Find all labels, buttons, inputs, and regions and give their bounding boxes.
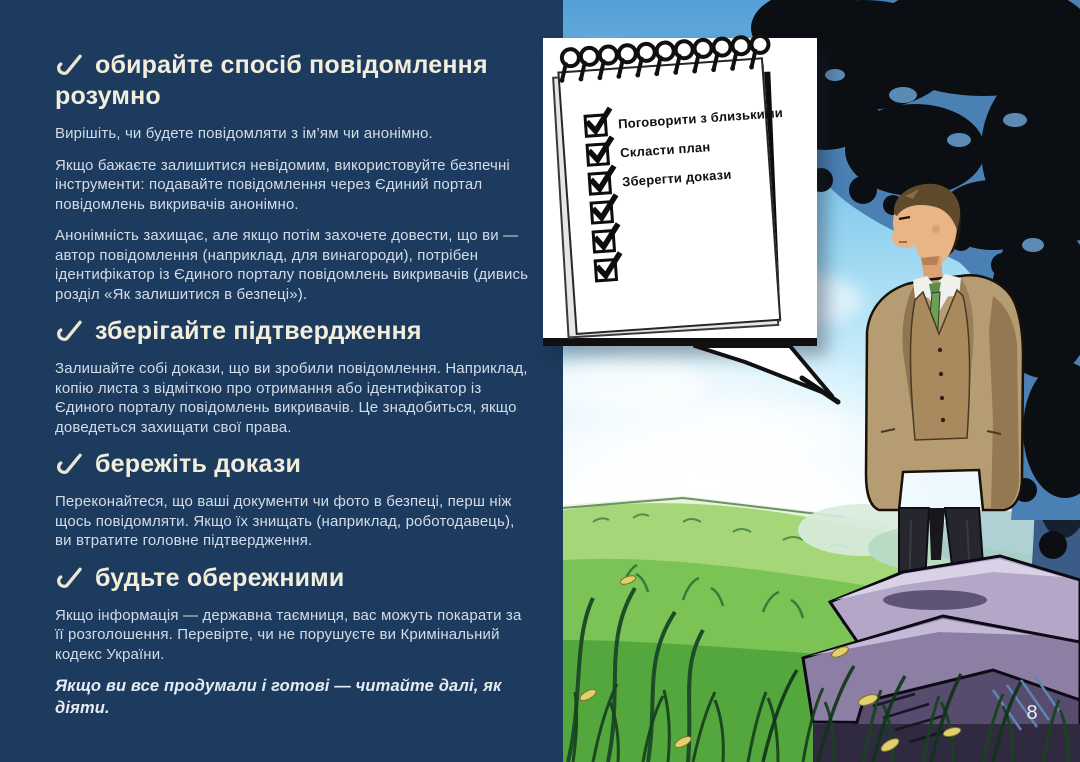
section-heading-text: зберігайте підтвердження: [95, 317, 422, 345]
paragraph: Залишайте собі докази, що ви зробили повідомлення. Наприклад, копію листа з відміткою про отримання або ідентифікатор із Єдиного порталу повідомлень викривачів. Це знадобиться, якщо доведеться захищати свої права.: [55, 360, 528, 436]
checklist-item-label: Поговорити з близькими: [617, 105, 784, 132]
paragraph: Вирішіть, чи будете повідомляти з ім’ям чи анонімно.: [55, 125, 433, 142]
closing-note: Якщо ви все продумали і готові — читайте далі, як діяти.: [55, 677, 502, 717]
section-heading: [55, 563, 533, 594]
section-heading-text: обирайте спосіб повідомлення розумно: [55, 51, 488, 110]
notepad: [549, 36, 794, 337]
page-number: 8: [1026, 702, 1038, 724]
checkmark-icon: [586, 163, 618, 195]
checkmark-icon: [592, 250, 624, 282]
section-choose-method: [55, 50, 533, 304]
checkbox-checked: [594, 258, 619, 283]
checklist: [583, 99, 785, 286]
checkmark-icon: [588, 192, 620, 224]
section-keep-confirmation: [55, 316, 533, 437]
section-heading: [55, 449, 533, 480]
section-heading: [55, 50, 533, 112]
paragraph: Переконайтеся, що ваші документи чи фото в безпеці, перш ніж щось повідомляти. Якщо їх знищать (наприклад, роботодавець), ви втратите головне підтвердження.: [55, 493, 515, 549]
speech-bubble-tail: [690, 344, 850, 408]
paragraph: Якщо інформація — державна таємниця, вас можуть покарати за її розголошення. Перевірте, чи не порушуєте ви Кримінальний кодекс України.: [55, 606, 522, 663]
check-icon: [55, 318, 82, 342]
check-icon: [55, 565, 82, 589]
checkmark-icon: [582, 105, 614, 137]
text-column: [55, 50, 533, 732]
section-be-careful: [55, 563, 533, 665]
checklist-item-label: Зберегти докази: [621, 166, 732, 190]
section-heading-text: будьте обережними: [95, 563, 345, 592]
check-icon: [55, 451, 82, 475]
speech-bubble: [543, 38, 817, 346]
checklist-item-label: Скласти план: [619, 139, 711, 161]
checkmark-icon: [584, 134, 616, 166]
section-heading-text: бережіть докази: [95, 450, 302, 478]
check-icon: [55, 52, 82, 76]
paragraph: Якщо бажаєте залишитися невідомим, використовуйте безпечні інструменти: подавайте повідомлення через Єдиний портал повідомлень викривачів анонімно.: [55, 156, 510, 213]
section-protect-evidence: [55, 449, 533, 551]
section-heading: [55, 316, 533, 347]
paragraph: Анонімність захищає, але якщо потім захочете довести, що ви — автор повідомлення (наприклад, для винагороди), потрібен ідентифікатор із Єдиного порталу повідомлень викривачів (дивись розділ «Як залишитися в безпеці»).: [55, 227, 529, 303]
checkmark-icon: [590, 221, 622, 253]
